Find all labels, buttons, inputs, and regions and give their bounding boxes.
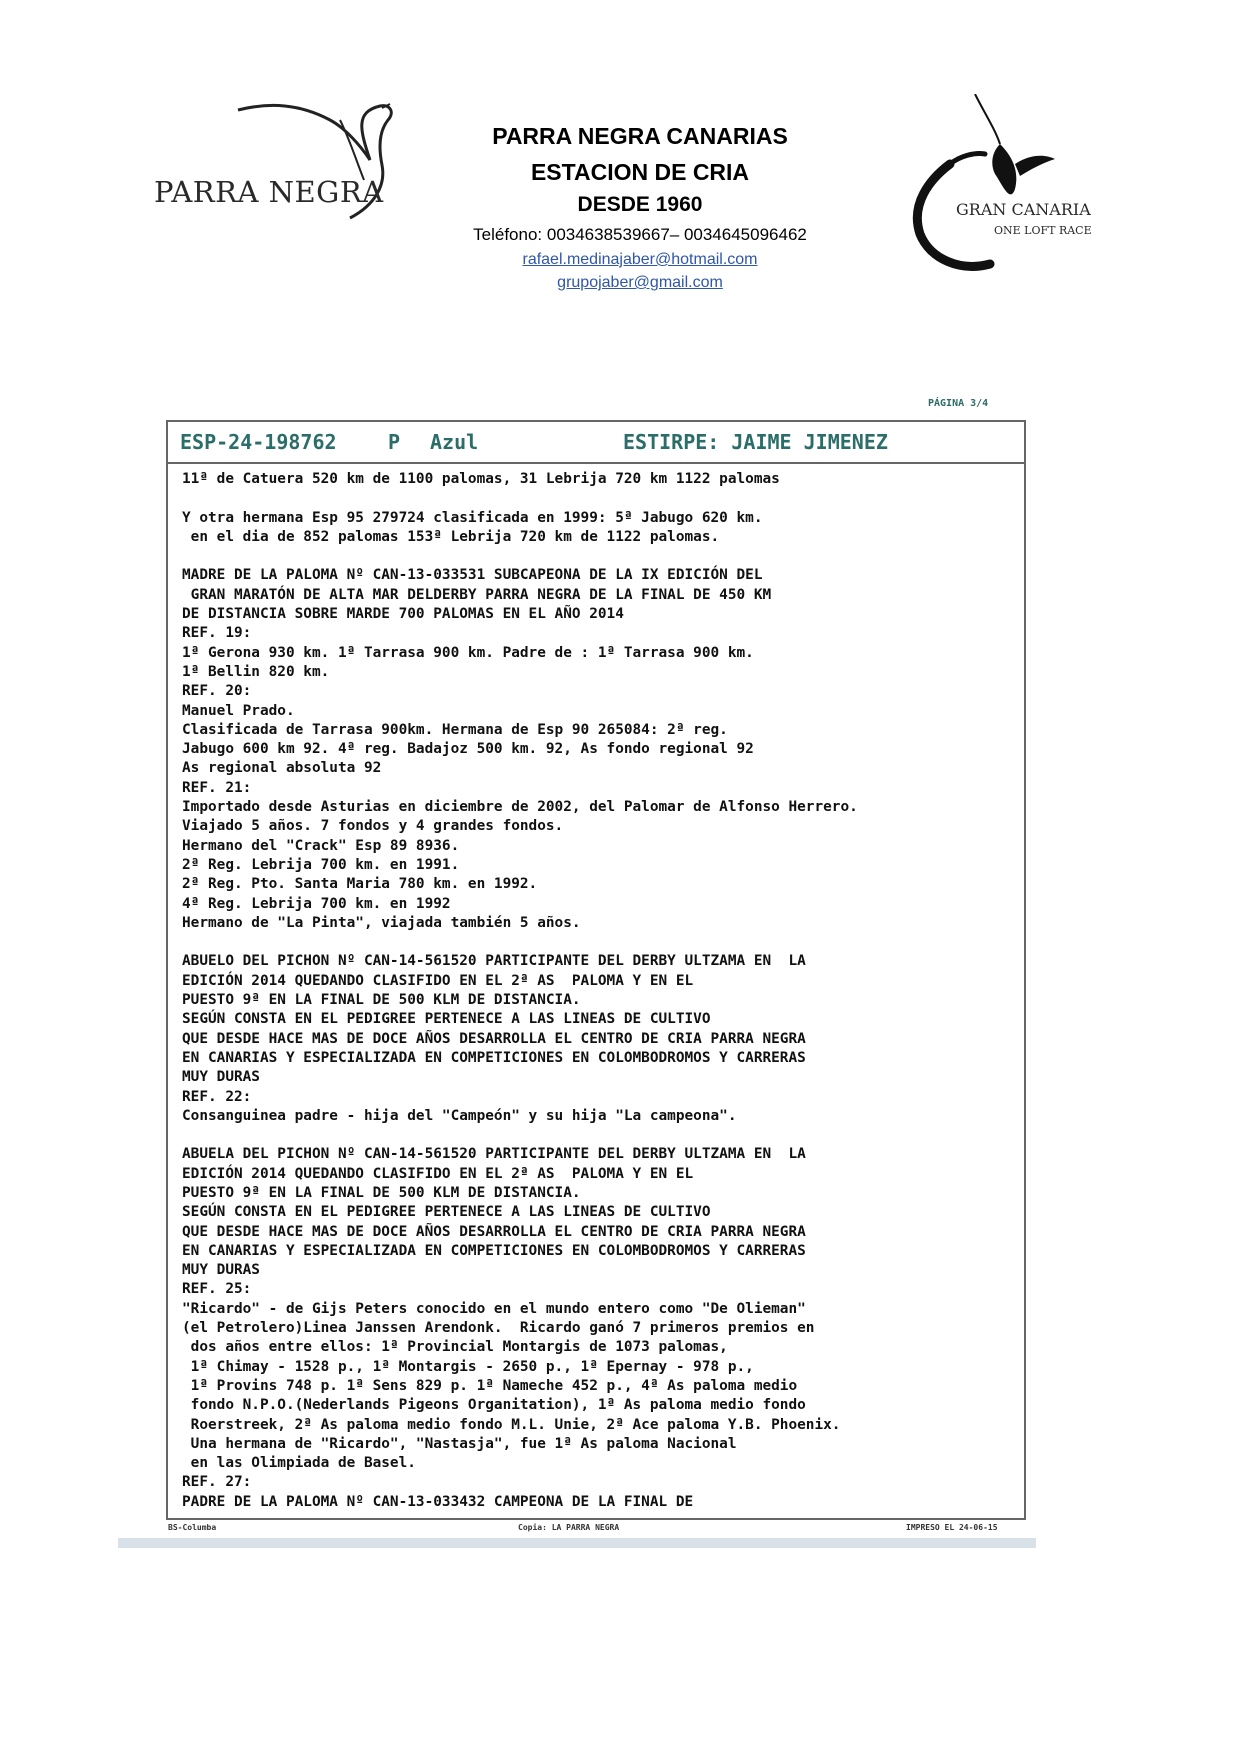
- text-line: ABUELA DEL PICHON Nº CAN-14-561520 PARTICIPANTE DEL DERBY ULTZAMA EN LA: [182, 1146, 806, 1163]
- text-line: 1ª Provins 748 p. 1ª Sens 829 p. 1ª Nameche 452 p., 4ª As paloma medio: [182, 1377, 798, 1394]
- text-line: EN CANARIAS Y ESPECIALIZADA EN COMPETICIONES EN COLOMBODROMOS Y CARRERAS: [182, 1049, 806, 1066]
- text-line: DE DISTANCIA SOBRE MARDE 700 PALOMAS EN EL AÑO 2014: [182, 606, 624, 623]
- pedigree-text: [168, 464, 1024, 1512]
- text-line: Consanguinea padre - hija del "Campeón" y su hija "La campeona".: [182, 1107, 737, 1124]
- text-line: 2ª Reg. Lebrija 700 km. en 1991.: [182, 856, 460, 873]
- text-line: MUY DURAS: [182, 1262, 260, 1279]
- text-line: SEGÚN CONSTA EN EL PEDIGREE PERTENECE A LAS LINEAS DE CULTIVO: [182, 1204, 711, 1221]
- text-line: MUY DURAS: [182, 1069, 260, 1086]
- text-line: Roerstreek, 2ª As paloma medio fondo M.L. Unie, 2ª Ace paloma Y.B. Phoenix.: [182, 1416, 841, 1433]
- text-line: PADRE DE LA PALOMA Nº CAN-13-033432 CAMPEONA DE LA FINAL DE: [182, 1493, 694, 1510]
- text-line: REF. 22:: [182, 1088, 252, 1105]
- text-line: SEGÚN CONSTA EN EL PEDIGREE PERTENECE A LAS LINEAS DE CULTIVO: [182, 1011, 711, 1028]
- color-label: Azul: [430, 430, 479, 454]
- text-line: en el dia de 852 palomas 153ª Lebrija 720 km de 1122 palomas.: [182, 528, 720, 545]
- text-line: fondo N.P.O.(Nederlands Pigeons Organitation), 1ª As paloma medio fondo: [182, 1397, 806, 1414]
- text-line: Viajado 5 años. 7 fondos y 4 grandes fondos.: [182, 818, 564, 835]
- text-line: GRAN MARATÓN DE ALTA MAR DELDERBY PARRA NEGRA DE LA FINAL DE 450 KM: [182, 586, 772, 603]
- scan-edge-bar: [118, 1538, 1036, 1548]
- text-line: [182, 547, 1024, 566]
- text-line: Hermano de "La Pinta", viajada también 5 años.: [182, 914, 581, 931]
- logo-right-line2: ONE LOFT RACE: [994, 224, 1092, 237]
- text-line: QUE DESDE HACE MAS DE DOCE AÑOS DESARROLLA EL CENTRO DE CRIA PARRA NEGRA: [182, 1030, 806, 1047]
- text-line: [182, 1126, 1024, 1145]
- footer-center: Copia: LA PARRA NEGRA: [518, 1523, 620, 1532]
- pedigree-frame: [166, 420, 1026, 1520]
- text-line: Manuel Prado.: [182, 702, 295, 719]
- text-line: Importado desde Asturias en diciembre de 2002, del Palomar de Alfonso Herrero.: [182, 799, 858, 816]
- text-line: 2ª Reg. Pto. Santa Maria 780 km. en 1992.: [182, 876, 538, 893]
- text-line: MADRE DE LA PALOMA Nº CAN-13-033531 SUBCAPEONA DE LA IX EDICIÓN DEL: [182, 567, 763, 584]
- text-line: Jabugo 600 km 92. 4ª reg. Badajoz 500 km. 92, As fondo regional 92: [182, 741, 754, 758]
- logo-right-line1: GRAN CANARIA: [956, 200, 1091, 219]
- text-line: Una hermana de "Ricardo", "Nastasja", fue 1ª As paloma Nacional: [182, 1435, 737, 1452]
- phone-numbers: Teléfono: 0034638539667– 0034645096462: [473, 225, 807, 244]
- pedigree-header: [168, 422, 1024, 464]
- text-line: 4ª Reg. Lebrija 700 km. en 1992: [182, 895, 451, 912]
- text-line: Hermano del "Crack" Esp 89 8936.: [182, 837, 460, 854]
- letterhead: [430, 118, 850, 294]
- sex-label: P: [388, 430, 401, 454]
- text-line: [182, 933, 1024, 952]
- email-link-2[interactable]: grupojaber@gmail.com: [557, 274, 723, 291]
- parra-negra-logo: [150, 100, 400, 230]
- footer-left: BS-Columba: [168, 1523, 217, 1532]
- text-line: Clasificada de Tarrasa 900km. Hermana de Esp 90 265084: 2ª reg.: [182, 721, 728, 738]
- circle-bird-icon: [890, 94, 1110, 274]
- text-line: [182, 489, 1024, 508]
- text-line: en las Olimpiada de Basel.: [182, 1455, 416, 1472]
- text-line: PUESTO 9ª EN LA FINAL DE 500 KLM DE DISTANCIA.: [182, 992, 581, 1009]
- strain-label: ESTIRPE: JAIME JIMENEZ: [623, 430, 888, 454]
- text-line: 1ª Gerona 930 km. 1ª Tarrasa 900 km. Padre de : 1ª Tarrasa 900 km.: [182, 644, 754, 661]
- text-line: REF. 27:: [182, 1474, 252, 1491]
- text-line: PUESTO 9ª EN LA FINAL DE 500 KLM DE DISTANCIA.: [182, 1184, 581, 1201]
- text-line: 1ª Chimay - 1528 p., 1ª Montargis - 2650 p., 1ª Epernay - 978 p.,: [182, 1358, 754, 1375]
- text-line: EDICIÓN 2014 QUEDANDO CLASIFIDO EN EL 2ª AS PALOMA Y EN EL: [182, 1165, 694, 1182]
- logo-left-wordmark: PARRA NEGRA: [154, 175, 384, 209]
- company-subtitle: ESTACION DE CRIA: [530, 159, 750, 185]
- text-line: EDICIÓN 2014 QUEDANDO CLASIFIDO EN EL 2ª AS PALOMA Y EN EL: [182, 972, 694, 989]
- page-number: PÁGINA 3/4: [928, 398, 989, 409]
- ring-number: ESP-24-198762: [180, 430, 337, 454]
- text-line: REF. 20:: [182, 683, 252, 700]
- text-line: QUE DESDE HACE MAS DE DOCE AÑOS DESARROLLA EL CENTRO DE CRIA PARRA NEGRA: [182, 1223, 806, 1240]
- gran-canaria-logo: [890, 94, 1110, 274]
- text-line: "Ricardo" - de Gijs Peters conocido en el mundo entero como "De Olieman": [182, 1300, 806, 1317]
- text-line: REF. 21:: [182, 779, 252, 796]
- text-line: REF. 25:: [182, 1281, 252, 1298]
- company-title: PARRA NEGRA CANARIAS: [492, 123, 788, 149]
- text-line: dos años entre ellos: 1ª Provincial Montargis de 1073 palomas,: [182, 1339, 728, 1356]
- email-link-1[interactable]: rafael.medinajaber@hotmail.com: [522, 251, 758, 268]
- text-line: 1ª Bellin 820 km.: [182, 663, 330, 680]
- text-line: 11ª de Catuera 520 km de 1100 palomas, 31 Lebrija 720 km 1122 palomas: [182, 471, 780, 487]
- text-line: EN CANARIAS Y ESPECIALIZADA EN COMPETICIONES EN COLOMBODROMOS Y CARRERAS: [182, 1242, 806, 1259]
- footer-right: IMPRESO EL 24-06-15: [906, 1523, 998, 1532]
- text-line: As regional absoluta 92: [182, 760, 382, 777]
- text-line: ABUELO DEL PICHON Nº CAN-14-561520 PARTICIPANTE DEL DERBY ULTZAMA EN LA: [182, 953, 806, 970]
- text-line: (el Petrolero)Linea Janssen Arendonk. Ricardo ganó 7 primeros premios en: [182, 1320, 815, 1337]
- text-line: REF. 19:: [182, 625, 252, 642]
- since-year: DESDE 1960: [577, 193, 703, 216]
- text-line: Y otra hermana Esp 95 279724 clasificada en 1999: 5ª Jabugo 620 km.: [182, 509, 763, 526]
- dove-icon: [150, 100, 400, 230]
